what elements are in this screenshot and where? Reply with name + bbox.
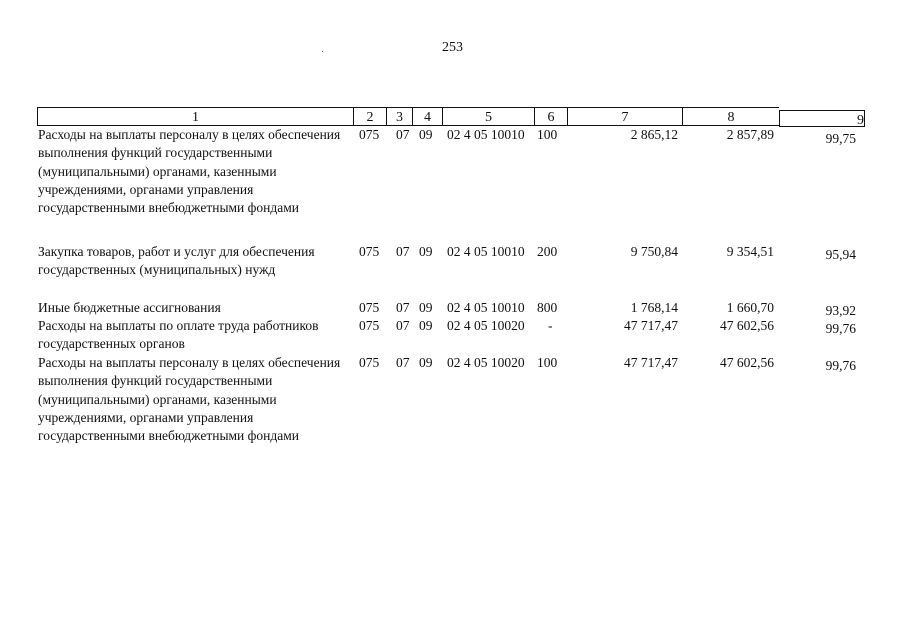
row-col-4: 09 — [419, 244, 433, 259]
row-col-9: 93,92 — [825, 303, 856, 318]
row-col-4: 09 — [419, 318, 433, 333]
row-description: Расходы на выплаты персоналу в целях обеспечения выполнения функций государственными (муниципальными) органами, казенными учреждениями, органами управления государственными внебюджетными фондами — [38, 355, 341, 444]
row-col-8: 47 602,56 — [720, 355, 774, 370]
row-description: Закупка товаров, работ и услуг для обеспечения государственных (муниципальных) нужд — [38, 244, 315, 278]
row-col-9: 99,75 — [825, 131, 856, 146]
scan-speck — [322, 51, 323, 52]
row-col-4: 09 — [419, 127, 433, 142]
header-col-3: 3 — [386, 107, 412, 126]
row-col-5: 02 4 05 10020 — [447, 355, 525, 370]
row-col-8: 2 857,89 — [726, 127, 774, 142]
row-col-2: 075 — [359, 127, 380, 142]
row-col-7: 2 865,12 — [630, 127, 678, 142]
row-col-7: 47 717,47 — [624, 355, 678, 370]
row-col-7: 9 750,84 — [630, 244, 678, 259]
row-col-9: 99,76 — [825, 321, 856, 336]
row-col-4: 09 — [419, 355, 433, 370]
row-col-8: 1 660,70 — [726, 300, 774, 315]
row-col-5: 02 4 05 10010 — [447, 300, 525, 315]
row-col-7: 1 768,14 — [630, 300, 678, 315]
header-col-8: 8 — [682, 107, 779, 126]
header-col-2: 2 — [353, 107, 386, 126]
row-col-3: 07 — [396, 318, 410, 333]
header-col-6: 6 — [534, 107, 567, 126]
header-col-4: 4 — [412, 107, 442, 126]
row-description: Иные бюджетные ассигнования — [38, 300, 221, 315]
row-description: Расходы на выплаты персоналу в целях обеспечения выполнения функций государственными (муниципальными) органами, казенными учреждениями, органами управления государственными внебюджетными фондами — [38, 127, 341, 216]
row-col-9: 95,94 — [825, 247, 856, 262]
row-col-3: 07 — [396, 300, 410, 315]
row-col-2: 075 — [359, 318, 380, 333]
row-col-2: 075 — [359, 300, 380, 315]
row-col-4: 09 — [419, 300, 433, 315]
row-description: Расходы на выплаты по оплате труда работников государственных органов — [38, 318, 319, 352]
row-col-8: 9 354,51 — [726, 244, 774, 259]
row-col-6: 100 — [537, 127, 558, 142]
row-col-3: 07 — [396, 127, 410, 142]
row-col-5: 02 4 05 10010 — [447, 244, 525, 259]
row-col-6: 100 — [537, 355, 558, 370]
row-col-3: 07 — [396, 355, 410, 370]
row-col-3: 07 — [396, 244, 410, 259]
row-col-8: 47 602,56 — [720, 318, 774, 333]
row-col-6: 800 — [537, 300, 558, 315]
header-col-9: 9 — [779, 110, 865, 127]
row-col-5: 02 4 05 10010 — [447, 127, 525, 142]
row-col-9: 99,76 — [825, 358, 856, 373]
header-col-5: 5 — [442, 107, 534, 126]
row-col-2: 075 — [359, 355, 380, 370]
page-number: 253 — [442, 40, 463, 55]
row-col-5: 02 4 05 10020 — [447, 318, 525, 333]
header-col-1: 1 — [37, 107, 353, 126]
row-col-7: 47 717,47 — [624, 318, 678, 333]
row-col-6: - — [548, 318, 553, 333]
row-col-6: 200 — [537, 244, 558, 259]
row-col-2: 075 — [359, 244, 380, 259]
header-col-7: 7 — [567, 107, 682, 126]
